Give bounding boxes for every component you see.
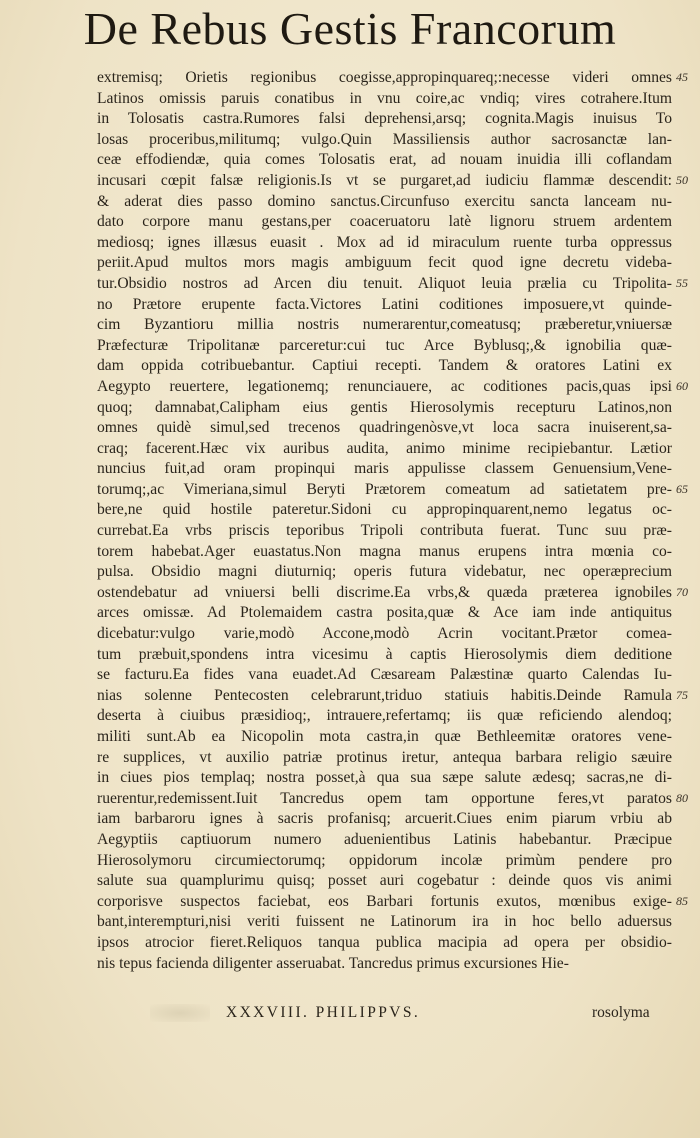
text-line: cim Byzantioru millia nostris numerarentur,comeatusq; præberetur,vniuersæ — [97, 316, 672, 334]
text-body — [97, 68, 672, 974]
ink-smudge — [150, 1004, 210, 1022]
text-line: nis tepus facienda diligenter asseruabat. Tancredus primus excursiones Hie- — [97, 954, 569, 972]
text-line: ruerentur,redemissent.Iuit Tancredus opem tam opportune feres,vt paratos — [97, 789, 672, 807]
text-line: iam barbaroru ignes à sacris profanisq; arcuerit.Ciues enim piarum vrbiu ab — [97, 810, 672, 828]
signature-mark: XXXVIII. PHILIPPVS. — [226, 1004, 421, 1021]
text-line: dato corpore manu gestans,per coaceruatoru latè lignoru struem ardentem — [97, 213, 672, 231]
text-line: periit.Apud multos mors magis ambiguum fecit quod igne decretu videba- — [97, 254, 672, 272]
catchword: rosolyma — [592, 1004, 650, 1021]
text-line: tum præbuit,spondens intra vicesimu à captis Hierosolymis diem deditione — [97, 645, 672, 663]
text-line: extremisq; Orietis regionibus coegisse,appropinquareq;:necesse videri omnes — [97, 69, 672, 86]
text-line: losas proceribus,militumq; vulgo.Quin Massiliensis author sacrosanctæ lan- — [97, 130, 672, 148]
margin-number: 85 — [676, 894, 688, 908]
text-line: ipsos atrocior fieret.Reliquos tanqua publica macipia ad opera per obsidio- — [97, 933, 672, 951]
text-line: incusari cœpit falsæ religionis.Is vt se purgaret,ad iudiciu flammæ descendit: — [97, 171, 672, 189]
text-line: Hierosolymoru circumiectorumq; oppidorum incolæ primùm pendere pro — [97, 851, 672, 869]
text-line: bant,interempturi,nisi veriti fuissent ne Latinorum ira in hoc bello aduersus — [97, 913, 672, 931]
text-line: dicebatur:vulgo varie,modò Accone,modò Acrin vocitant.Prætor comea- — [97, 625, 672, 643]
text-line: arces omissæ. Ad Ptolemaidem castra posita,quæ & Ace iam inde antiquitus — [97, 604, 672, 622]
text-line: nias solenne Pentecosten celebrarunt,triduo statiuis habitis.Deinde Ramula — [97, 686, 672, 704]
text-line: militi sunt.Ab ea Nicopolin mota castra,in quæ Bethleemitæ oratores vene- — [97, 728, 672, 745]
text-line: mediosq; ignes illæsus euasit . Mox ad id miraculum ruente turba oppressus — [97, 233, 672, 251]
text-line: se facturu.Ea fides vana euadet.Ad Cæsaream Palæstinæ quarto Calendas Iu- — [97, 666, 672, 684]
running-title: De Rebus Gestis Francorum — [83, 3, 617, 54]
margin-number: 45 — [676, 70, 688, 84]
margin-number: 50 — [676, 173, 688, 187]
text-line: omnes quidè simul,sed trecenos quadringenòsve,vt loca sacra inuiserent,sa- — [97, 419, 672, 437]
text-line: bere,ne quid hostile pateretur.Sidoni cu appropinquarent,nemo legatus oc- — [97, 501, 672, 519]
text-line: pulsa. Obsidio magni diuturniq; operis futura videbatur, nec operæprecium — [97, 563, 672, 581]
text-line: Aegypto reuertere, legationemq; renunciauere, ac coditiones pacis,quas ipsi — [97, 377, 672, 395]
text-line: deserta à ciuibus præsidioq;, intrauere,refertamq; iis quæ reficiendo alendoq; — [97, 707, 672, 725]
margin-number: 60 — [676, 379, 688, 393]
text-line: ceæ effodiendæ, quia comes Tolosatis erat, ad nouam inuidia illi coflandam — [97, 151, 672, 169]
margin-number: 55 — [676, 276, 688, 290]
text-line: tur.Obsidio nostros ad Arcen diu tenuit. Aliquot leuia prælia cu Tripolita- — [97, 274, 672, 292]
text-line: re supplices, vt auxilio patriæ protinus iretur, antequa barbara religio sæuire — [97, 748, 672, 766]
text-line: quoq; damnabat,Calipham eius gentis Hierosolymis recepturu Latinos,non — [97, 398, 672, 416]
margin-number: 80 — [676, 791, 688, 805]
margin-number: 70 — [676, 585, 688, 599]
text-line: Aegyptiis captiuorum numero aduenientibus Latinis habebantur. Præcipue — [97, 830, 672, 848]
text-line: torumq;,ac Vimeriana,simul Beryti Prætorem comeatum ad satietatem pre- — [97, 480, 672, 498]
text-line: craq; facerent.Hæc vix auribus audita, animo minime recipiebantur. Lætior — [97, 439, 672, 457]
margin-number: 65 — [676, 482, 688, 496]
text-line: salute sua quamplurimu quisq; posset auri cogebatur : deinde quos vis animi — [97, 872, 672, 890]
text-line: dam oppida cotribuebantur. Captiui recepti. Tandem & oratores Latini ex — [97, 357, 672, 375]
text-line: currebat.Ea vrbs priscis teporibus Tripoli contributa fuerat. Tunc suu præ- — [97, 522, 672, 540]
text-line: in ciues pios templaq; nostra posset,à qua sua sæpe salute ædesq; sacras,ne di- — [97, 769, 672, 787]
text-line: no Prætore erupente facta.Victores Latini coditiones imposuere,vt quinde- — [97, 295, 672, 313]
text-line: & aderat dies passo domino sanctus.Circunfuso exercitu sancta lanceam nu- — [97, 192, 672, 210]
text-line: ostendebatur ad vniuersi belli discrime.Ea vrbs,& quæda præterea ignobiles — [97, 583, 672, 601]
text-line: Præfecturæ Tripolitanæ parceretur:cui tuc Arce Byblusq;,& ignobilia quæ- — [97, 336, 672, 354]
text-line: Latinos omissis paruis conatibus in vnu coire,ac vndiq; vires cotrahere.Itum — [97, 89, 672, 107]
text-line: corporisve suspectos faciebat, eos Barbari fortunis exutos, mœnibus exige- — [97, 892, 672, 910]
margin-number: 75 — [676, 688, 688, 702]
text-line: nuncius fuit,ad oram propinqui maris appulisse classem Genuensium,Vene- — [97, 460, 672, 478]
text-line: in Tolosatis castra.Rumores falsi deprehensi,arsq; cognita.Magis inuisus To — [97, 110, 672, 128]
text-line: torem habebat.Ager euastatus.Non magna manus erupens intra mœnia co- — [97, 542, 672, 560]
